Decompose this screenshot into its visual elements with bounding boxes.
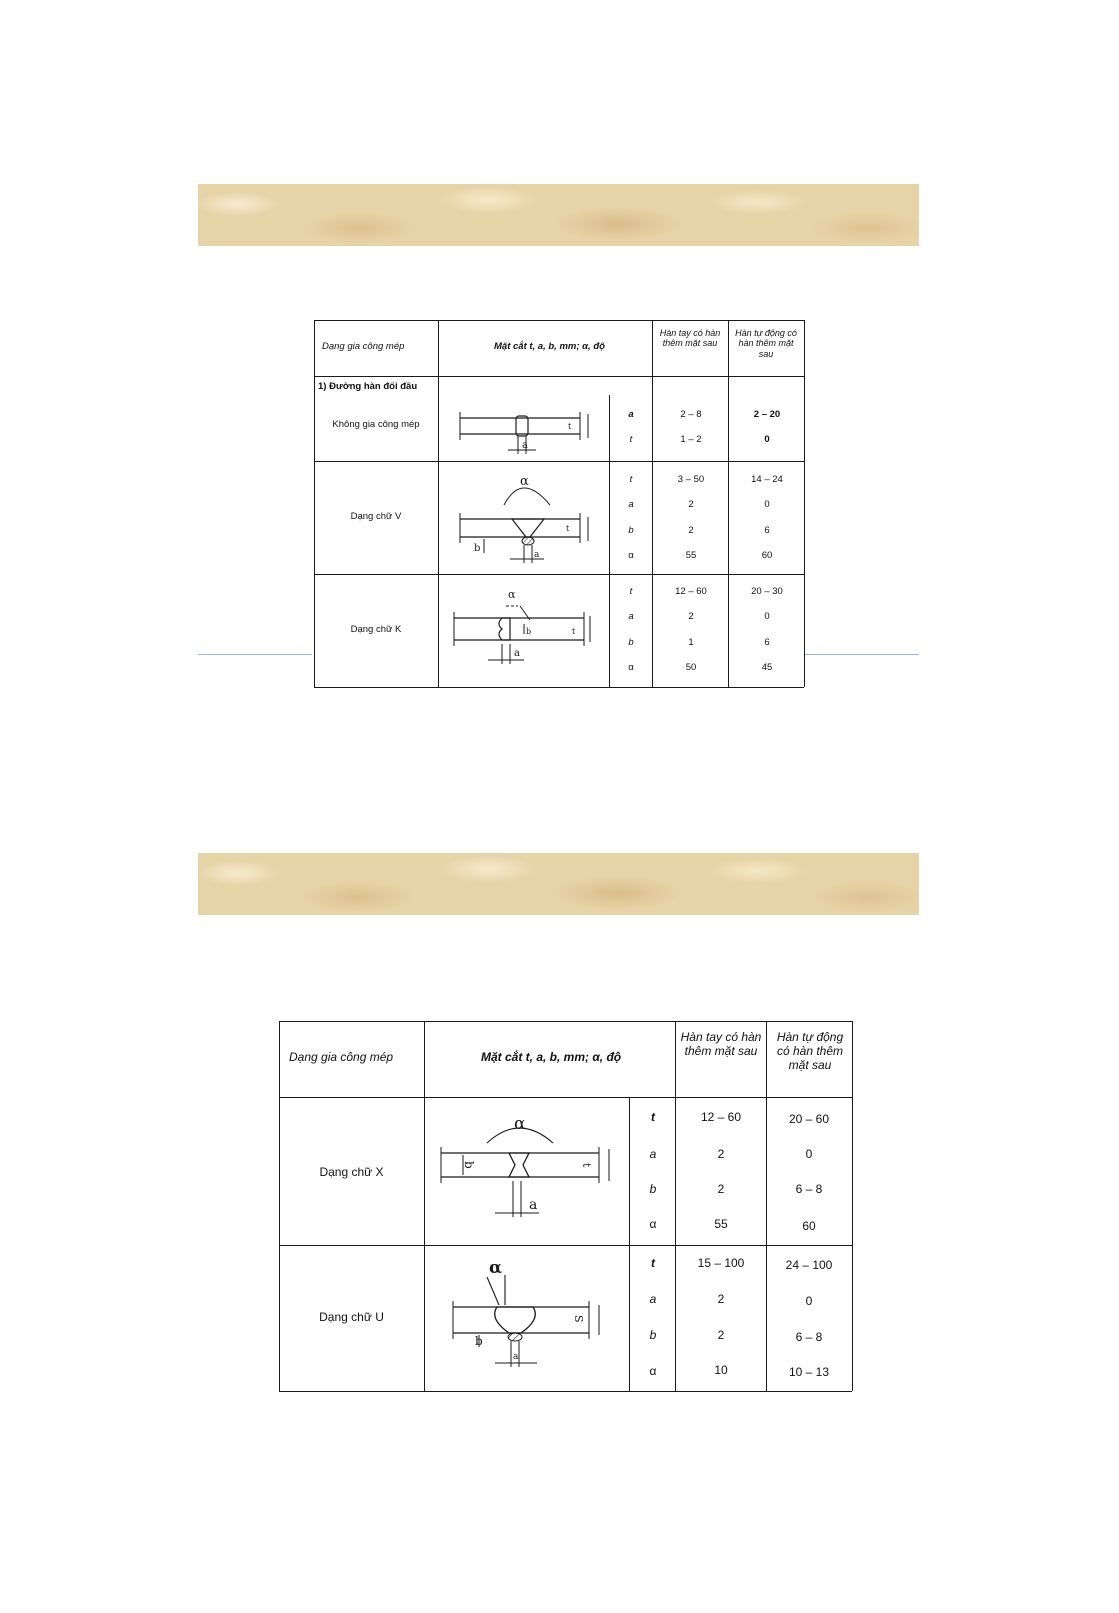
param-label: t [651, 1256, 655, 1270]
manual-value: 3 – 50 [677, 474, 705, 485]
manual-value: 55 [685, 550, 697, 561]
param-label: b [649, 1182, 657, 1196]
auto-value: 24 – 100 [785, 1258, 833, 1272]
header-manual-weld: Hàn tay có hàn thêm mặt sau [680, 1030, 762, 1058]
label-t: t [568, 422, 572, 431]
auto-value: 10 – 13 [788, 1365, 830, 1379]
param-label: a [649, 1292, 657, 1306]
label-s: S [572, 1315, 585, 1323]
parchment-banner-middle [198, 853, 919, 915]
header-cross-section: Mặt cắt t, a, b, mm; α, độ [494, 341, 605, 352]
label-b: b [475, 1334, 483, 1348]
param-label: t [651, 1110, 655, 1124]
manual-value: 12 – 60 [700, 1110, 742, 1124]
figure-v-groove-weld [444, 463, 604, 573]
manual-value: 2 – 8 [680, 409, 702, 420]
param-label: t [629, 434, 633, 445]
row-name: Dạng chữ X [319, 1165, 384, 1179]
manual-value: 2 [717, 1328, 725, 1342]
row-name: Dạng chữ V [350, 511, 402, 522]
param-label: t [629, 474, 633, 485]
manual-value: 50 [685, 662, 697, 673]
manual-value: 2 [688, 611, 694, 622]
label-t: t [566, 524, 570, 533]
manual-value: 2 [688, 525, 694, 536]
auto-value: 45 [761, 662, 773, 673]
label-a: a [513, 1352, 519, 1362]
row-name: Dạng chữ U [319, 1310, 384, 1324]
auto-value: 0 [805, 1147, 813, 1161]
param-label: b [649, 1328, 657, 1342]
auto-value: 20 – 60 [788, 1112, 830, 1126]
row-name: Không gia công mép [332, 419, 420, 430]
horizontal-rule-left [198, 654, 312, 655]
label-alpha: α [520, 474, 529, 489]
label-a: a [529, 1197, 538, 1213]
header-auto-weld: Hàn tự động có hàn thêm mặt sau [776, 1030, 844, 1072]
parchment-banner-top [198, 184, 919, 246]
auto-value: 20 – 30 [751, 586, 783, 597]
label-t: t [580, 1163, 593, 1168]
auto-value: 0 [764, 499, 770, 510]
weld-edge-table-2 [279, 1021, 852, 1391]
label-a: a [514, 648, 520, 659]
label-t: t [572, 627, 576, 636]
label-a: a [522, 440, 528, 451]
param-label: α [628, 662, 634, 673]
auto-value: 0 [764, 434, 770, 445]
param-label: α [628, 550, 634, 561]
param-label: b [628, 525, 634, 536]
figure-u-groove-weld [429, 1247, 625, 1387]
header-edge-type: Dạng gia công mép [322, 341, 405, 352]
auto-value: 6 – 8 [795, 1330, 823, 1344]
horizontal-rule-right [805, 654, 919, 655]
manual-value: 2 [688, 499, 694, 510]
label-b: b [462, 1161, 476, 1169]
header-cross-section: Mặt cắt t, a, b, mm; α, độ [481, 1050, 622, 1064]
param-label: α [649, 1217, 657, 1231]
label-alpha: α [508, 588, 516, 601]
param-label: α [649, 1364, 657, 1378]
manual-value: 12 – 60 [675, 586, 707, 597]
manual-value: 55 [714, 1217, 728, 1231]
param-label: a [628, 499, 634, 510]
manual-value: 15 – 100 [697, 1256, 745, 1270]
manual-value: 2 [717, 1292, 725, 1306]
auto-value: 0 [764, 611, 770, 622]
header-edge-type: Dạng gia công mép [289, 1050, 394, 1064]
section-title-butt-weld: 1) Đường hàn đối đầu [318, 381, 418, 392]
header-manual-weld: Hàn tay có hàn thêm mặt sau [659, 328, 721, 349]
param-label: t [629, 586, 633, 597]
auto-value: 14 – 24 [751, 474, 783, 485]
manual-value: 2 [717, 1182, 725, 1196]
figure-k-groove-weld [444, 576, 604, 686]
figure-square-butt-weld [444, 398, 604, 458]
param-label: b [628, 637, 634, 648]
auto-value: 6 [764, 525, 770, 536]
figure-x-groove-weld [429, 1103, 625, 1243]
weld-edge-table-1 [314, 320, 804, 687]
label-alpha: α [489, 1258, 503, 1278]
param-label: a [649, 1147, 657, 1161]
auto-value: 60 [761, 550, 773, 561]
manual-value: 10 [714, 1363, 728, 1377]
auto-value: 0 [805, 1294, 813, 1308]
param-label: a [628, 611, 634, 622]
label-alpha: α [514, 1114, 526, 1134]
param-label: a [628, 409, 634, 420]
label-a: a [534, 550, 540, 560]
label-b: b [526, 627, 532, 636]
manual-value: 1 [688, 637, 694, 648]
row-name: Dạng chữ K [350, 624, 402, 635]
auto-value: 2 – 20 [753, 409, 781, 420]
auto-value: 6 – 8 [795, 1182, 823, 1196]
auto-value: 60 [802, 1219, 816, 1233]
manual-value: 2 [717, 1147, 725, 1161]
label-b: b [474, 543, 481, 554]
header-auto-weld: Hàn tự động có hàn thêm mặt sau [735, 328, 797, 359]
manual-value: 1 – 2 [680, 434, 702, 445]
auto-value: 6 [764, 637, 770, 648]
